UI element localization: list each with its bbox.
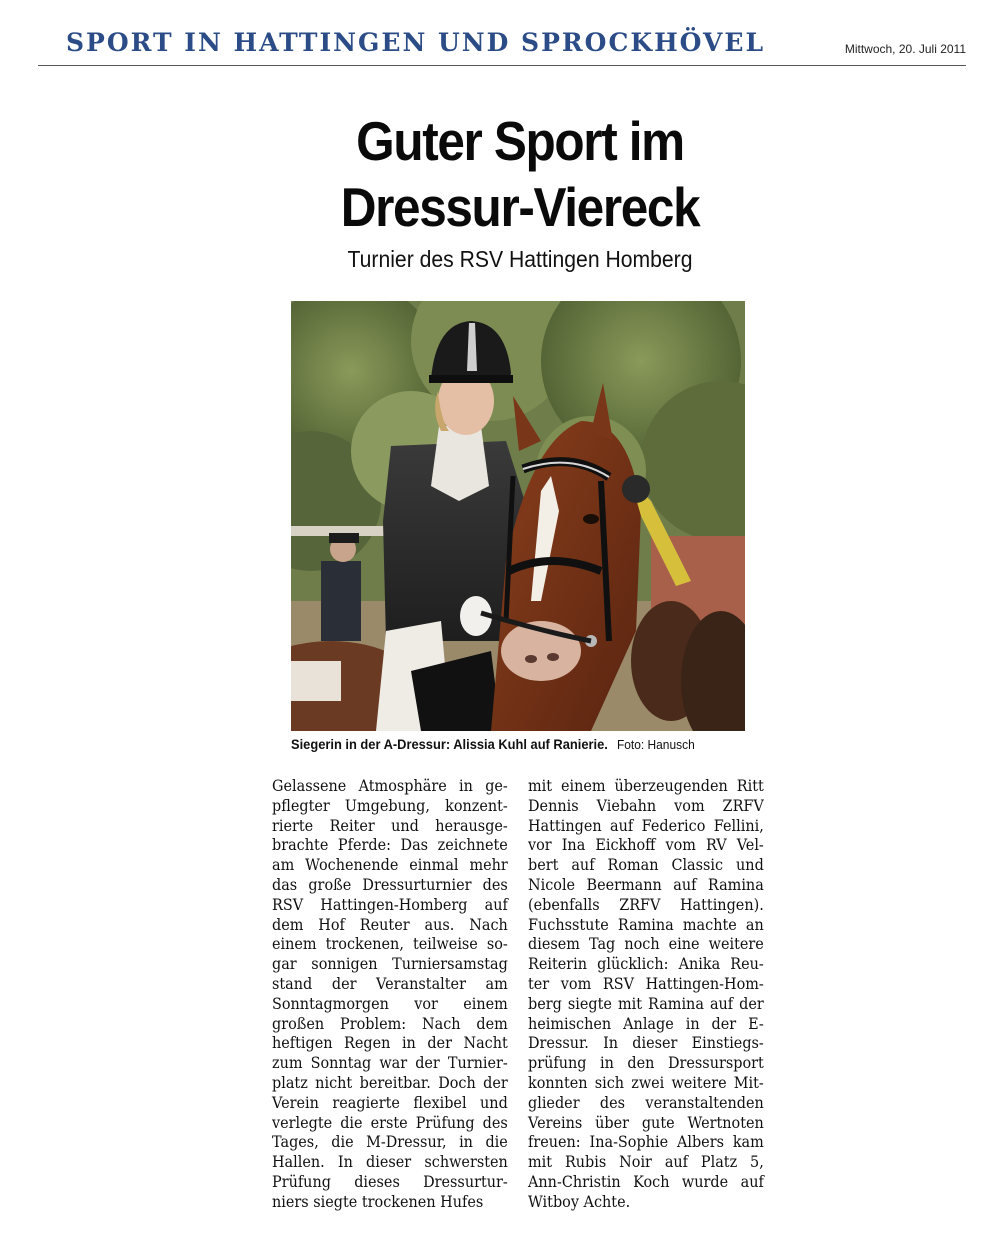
article-line: dem Hof Reuter aus. Nach xyxy=(272,914,508,934)
article-line: glieder des veranstaltenden xyxy=(528,1092,764,1112)
article-line: das große Dressurturnier des xyxy=(272,874,508,894)
article-line: Dressur. In dieser Einstiegs- xyxy=(528,1033,764,1053)
article-column-1 xyxy=(272,776,508,1212)
headline xyxy=(52,108,988,240)
article-line: Reiterin glücklich: Anika Reu- xyxy=(528,954,764,974)
article-photo xyxy=(291,301,745,731)
article-line: Witboy Achte. xyxy=(528,1191,631,1211)
article-line: RSV Hattingen-Homberg auf xyxy=(272,894,508,914)
article-line: brachte Pferde: Das zeichnete xyxy=(272,835,508,855)
article-line: diesem Tag noch eine weitere xyxy=(528,934,764,954)
article-line: berg siegte mit Ramina auf der xyxy=(528,993,764,1013)
article-line: stand der Veranstalter am xyxy=(272,973,508,993)
article-line: freuen: Ina-Sophie Albers kam xyxy=(528,1132,764,1152)
article-line: großen Problem: Nach dem xyxy=(272,1013,508,1033)
article-line: konnten sich zwei weitere Mit- xyxy=(528,1072,764,1092)
article-line: heimischen Anlage in der E- xyxy=(528,1013,764,1033)
article-line: Tages, die M-Dressur, in die xyxy=(272,1132,508,1152)
article-line: Ann-Christin Koch wurde auf xyxy=(528,1171,764,1191)
article-column-2 xyxy=(528,776,764,1212)
headline-line-2: Dressur-Viereck xyxy=(340,176,700,238)
caption-text: Siegerin in der A-Dressur: Alissia Kuhl auf Ranierie. xyxy=(291,736,608,752)
article-line: verlegte die erste Prüfung des xyxy=(272,1112,508,1132)
article-line: prüfung in den Dressursport xyxy=(528,1053,764,1073)
header-divider xyxy=(38,65,966,66)
article-line: pflegter Umgebung, konzent- xyxy=(272,795,508,815)
photo-credit: Foto: Hanusch xyxy=(616,737,695,752)
article-line: einem trockenen, teilweise so- xyxy=(272,934,508,954)
photo-caption xyxy=(291,736,723,752)
article-line: Vereins über gute Wertnoten xyxy=(528,1112,764,1132)
article-line: rierte Reiter und herausge- xyxy=(272,815,508,835)
subheadline: Turnier des RSV Hattingen Homberg xyxy=(347,246,693,272)
article-line: heftigen Regen in der Nacht xyxy=(272,1033,508,1053)
article-line: ter vom RSV Hattingen-Hom- xyxy=(528,973,764,993)
article-line: niers siegte trockenen Hufes xyxy=(272,1191,484,1211)
article-line: platz nicht bereitbar. Doch der xyxy=(272,1072,508,1092)
article-line: Prüfung dieses Dressurtur- xyxy=(272,1171,508,1191)
section-header: SPORT IN HATTINGEN UND SPROCKHÖVEL xyxy=(66,28,766,57)
article-line: vor Ina Eickhoff vom RV Vel- xyxy=(528,835,764,855)
article-line: zum Sonntag war der Turnier- xyxy=(272,1053,508,1073)
article-line: Sonntagmorgen vor einem xyxy=(272,993,508,1013)
article-line: bert auf Roman Classic und xyxy=(528,855,764,875)
article-line: Gelassene Atmosphäre in ge- xyxy=(272,776,508,795)
article-line: Dennis Viebahn vom ZRFV xyxy=(528,795,764,815)
headline-line-1: Guter Sport im xyxy=(356,110,684,172)
article-line: Verein reagierte flexibel und xyxy=(272,1092,508,1112)
article-line: (ebenfalls ZRFV Hattingen). xyxy=(528,894,764,914)
issue-date: Mittwoch, 20. Juli 2011 xyxy=(844,42,966,56)
article-line: gar sonnigen Turniersamstag xyxy=(272,954,508,974)
article-line: mit einem überzeugenden Ritt xyxy=(528,776,764,795)
article-line: Fuchsstute Ramina machte an xyxy=(528,914,764,934)
article-line: Nicole Beermann auf Ramina xyxy=(528,874,764,894)
article-line: mit Rubis Noir auf Platz 5, xyxy=(528,1152,764,1172)
article-line: Hattingen auf Federico Fellini, xyxy=(528,815,764,835)
article-line: am Wochenende einmal mehr xyxy=(272,855,508,875)
article-line: Hallen. In dieser schwersten xyxy=(272,1152,508,1172)
